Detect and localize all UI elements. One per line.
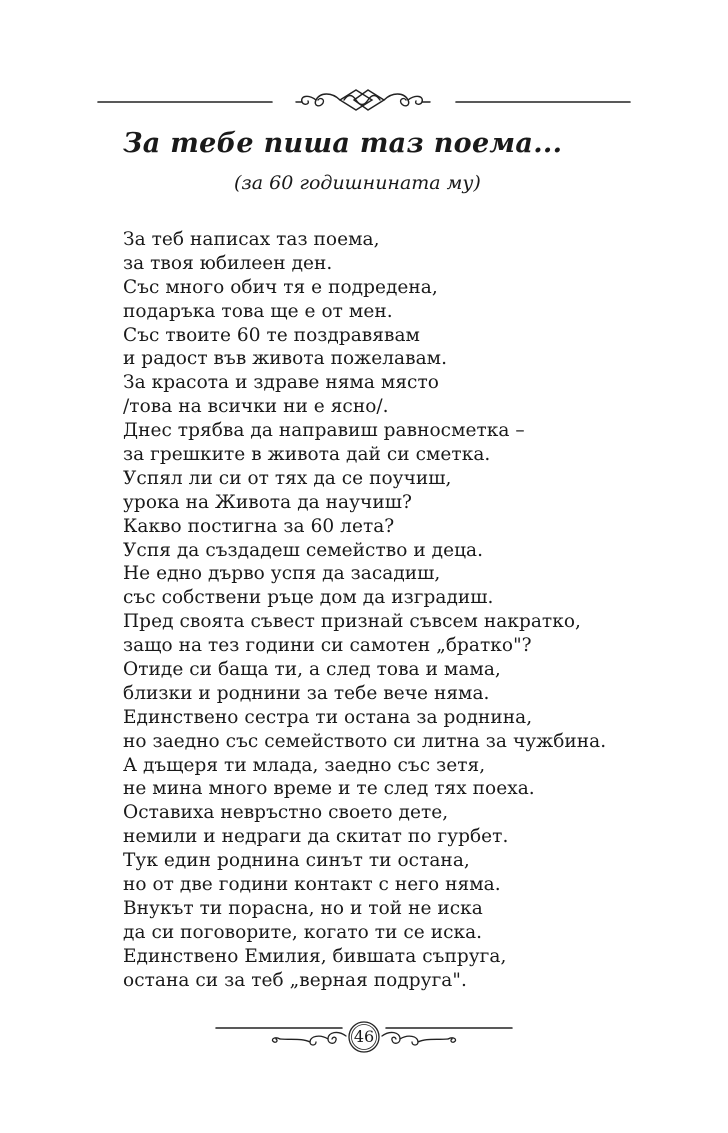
poem-line: да си поговорите, когато ти се иска. [123, 921, 483, 943]
poem-line: Днес трябва да направиш равносметка – [123, 420, 525, 442]
poem-line: Внукът ти порасна, но и той не иска [123, 897, 483, 919]
poem-line: За теб написах таз поема, [123, 229, 380, 250]
poem-body [123, 228, 713, 993]
poem-line: Със много обич тя е подредена, [123, 276, 438, 298]
poem-line: За красота и здраве няма място [123, 372, 439, 394]
flourish-divider-icon [96, 82, 632, 118]
poem-line: остана си за теб „верная подруга". [123, 969, 467, 991]
poem-line: /това на всички ни е ясно/. [123, 396, 389, 418]
poem-line: Успя да създадеш семейство и деца. [123, 539, 484, 561]
poem-line: Единствено сестра ти остана за роднина, [123, 706, 533, 728]
poem-line: А дъщеря ти млада, заедно със зетя, [123, 754, 486, 776]
poem-line: Какво постигна за 60 лета? [123, 515, 395, 537]
poem-line: урока на Живота да научиш? [123, 491, 412, 513]
poem-line: Пред своята съвест признай съвсем накратко, [123, 611, 581, 633]
poem-line: Отиде си баща ти, а след това и мама, [123, 659, 501, 681]
poem-line: Тук един роднина синът ти остана, [123, 850, 470, 872]
poem-line: Единствено Емилия, бившата съпруга, [123, 945, 507, 967]
poem-line: но от две години контакт с него няма. [123, 874, 501, 896]
page-number: 46 [353, 1027, 375, 1046]
poem-line: но заедно със семейството си литна за чужбина. [123, 730, 607, 752]
poem-line: Оставиха невръстно своето дете, [123, 802, 449, 824]
poem-line: за твоя юбилеен ден. [123, 252, 333, 274]
poem-subtitle: (за 60 годишнината му) [234, 172, 481, 194]
poem-line: близки и роднини за тебе вече няма. [123, 682, 490, 704]
poem-line: Не едно дърво успя да засадиш, [123, 563, 441, 585]
poem-title: За тебе пиша таз поема... [123, 128, 563, 159]
poem-line: подаръка това ще е от мен. [123, 300, 393, 322]
poem-line: и радост във живота пожелавам. [123, 348, 448, 370]
poem-line: Успял ли си от тях да се поучиш, [123, 467, 452, 489]
poem-line: немили и недраги да скитат по гурбет. [123, 826, 509, 848]
poem-line: защо на тез години си самотен „братко"? [123, 635, 532, 657]
poem-line: Със твоите 60 те поздравявам [123, 324, 420, 346]
poem-line: със собствени ръце дом да изградиш. [123, 587, 494, 609]
poem-line: за грешките в живота дай си сметка. [123, 444, 491, 466]
poem-line: не мина много време и те след тях поеха. [123, 778, 535, 800]
